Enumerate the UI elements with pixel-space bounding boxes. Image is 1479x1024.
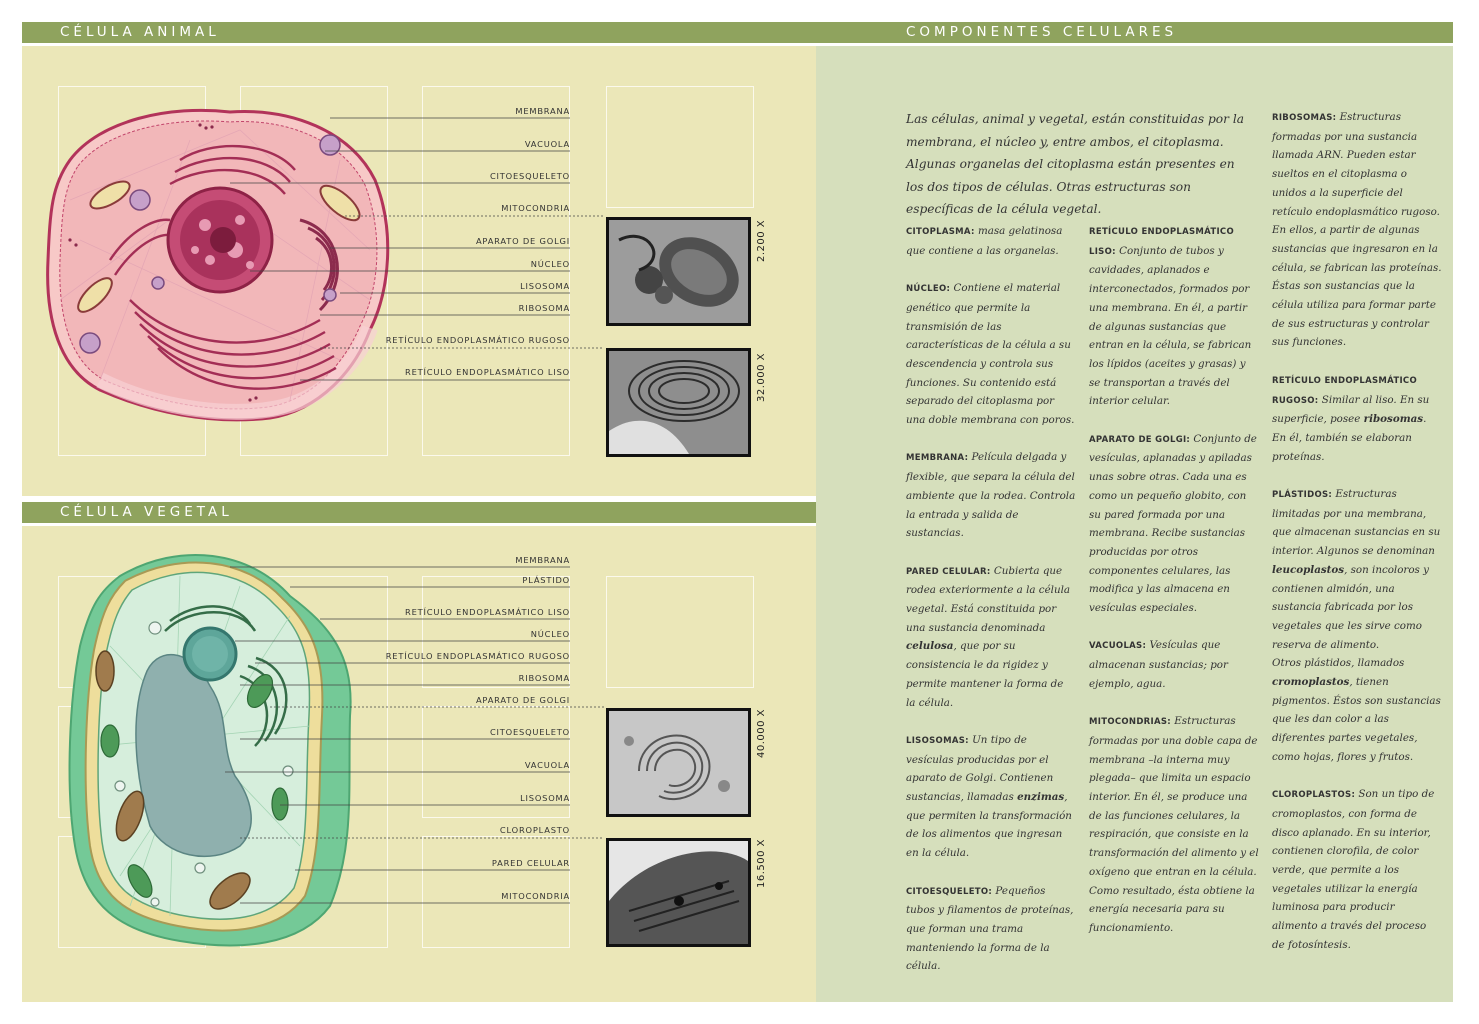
label-membrana: MEMBRANA — [515, 106, 570, 116]
label-lisosoma: LISOSOMA — [520, 793, 570, 803]
text-plastidos-c: Otros plástidos, llamados — [1272, 657, 1405, 670]
entry-pared-celular — [906, 562, 1076, 713]
label-mitocondria: MITOCONDRIA — [501, 891, 570, 901]
magnification-3: 40.000 X — [756, 708, 767, 758]
entry-mitocondrias — [1089, 712, 1259, 937]
entry-plastidos — [1272, 485, 1442, 767]
term-citoesqueleto: CITOESQUELETO: — [906, 886, 993, 897]
label-cloroplasto: CLOROPLASTO — [499, 825, 570, 835]
label-mitocondria: MITOCONDRIA — [501, 203, 570, 213]
magnification-2: 32.000 X — [756, 352, 767, 402]
text-plastidos-b: , son incoloros y contienen almidón, una sustancia fabricada por los vegetales que les sirve como reserva de alimento. — [1272, 563, 1429, 651]
text-golgi: Conjunto de vesículas, aplanadas y apiladas unas sobre otras. Cada una es como un pequeño globito, con su pared formada por una membrana. Recibe sustancias producidas por otros componentes celulares, las modifica y las almacena en vesículas especiales. — [1089, 432, 1257, 615]
text-cloroplastos: Son un tipo de cromoplastos, con forma de disco aplanado. En su interior, contienen clorofila, de color verde, que permite a los vegetales utilizar la energía luminosa para producir alimento a través del proceso de fotosíntesis. — [1272, 788, 1435, 951]
label-aparato-de-golgi: APARATO DE GOLGI — [475, 236, 570, 246]
term-golgi: APARATO DE GOLGI: — [1089, 434, 1191, 445]
text-pared-b: , que por su consistencia le da rigidez y permite mantener la forma de la célula. — [906, 640, 1064, 709]
text-plastidos-a: Estructuras limitadas por una membrana, que almacenan sustancias en su interior. Algunos se denominan — [1272, 488, 1441, 558]
label-ribosoma: RIBOSOMA — [518, 303, 570, 313]
label-lisosoma: LISOSOMA — [520, 281, 570, 291]
micrograph-chloroplast — [606, 838, 751, 947]
entry-citoesqueleto — [906, 882, 1076, 977]
magnification-4: 16.500 X — [756, 838, 767, 888]
text-rer-a: Similar al liso. En su superficie, posee — [1272, 393, 1430, 426]
entry-lisosomas — [906, 731, 1076, 863]
label-membrana: MEMBRANA — [515, 555, 570, 565]
entry-nucleo — [906, 279, 1076, 430]
text-rel: Conjunto de tubos y cavidades, aplanados e interconectados, formados por una membrana. En él, a partir de algunas sustancias que entran en la célula, se fabrican los lípidos (aceites y grasas) y se transportan a través del interior celular. — [1089, 244, 1252, 408]
text-lisosomas-b: , que permiten la transformación de los alimentos que ingresan en la célula. — [906, 791, 1072, 860]
label-plastido: PLÁSTIDO — [522, 575, 570, 585]
label-citoesqueleto: CITOESQUELETO — [489, 171, 570, 181]
entry-vacuolas — [1089, 636, 1259, 693]
text-lisosomas-a: Un tipo de vesículas producidas por el aparato de Golgi. Contienen sustancias, llamadas — [906, 733, 1054, 804]
text-citoplasma: masa gelatinosa que contiene a las organelas. — [906, 225, 1063, 257]
text-plastidos-d: , tienen pigmentos. Éstos son sustancias que les dan color a las diferentes partes vegetales, como hojas, flores y frutos. — [1272, 676, 1441, 763]
label-nucleo: NÚCLEO — [530, 259, 570, 269]
components-header-title: COMPONENTES CELULARES — [906, 24, 1178, 40]
text-plastidos-bold2: cromoplastos — [1272, 676, 1350, 689]
micrograph-golgi — [606, 708, 751, 817]
label-rel: RETÍCULO ENDOPLASMÁTICO LISO — [405, 367, 570, 377]
label-vacuola: VACUOLA — [524, 760, 570, 770]
text-vacuolas: Vesículas que almacenan sustancias; por ejemplo, agua. — [1089, 639, 1228, 690]
entry-citoplasma — [906, 222, 1076, 260]
entry-ribosomas — [1272, 108, 1442, 352]
magnification-1: 2.200 X — [756, 219, 767, 262]
term-mitocondrias: MITOCONDRIAS: — [1089, 717, 1171, 728]
text-lisosomas-bold: enzimas — [1017, 791, 1065, 804]
label-rer: RETÍCULO ENDOPLASMÁTICO RUGOSO — [385, 651, 570, 661]
text-citoesqueleto: Pequeños tubos y filamentos de proteínas, que forman una trama manteniendo la forma de la célula. — [906, 884, 1074, 973]
label-pared-celular: PARED CELULAR — [491, 858, 570, 868]
label-citoesqueleto: CITOESQUELETO — [489, 727, 570, 737]
label-rer: RETÍCULO ENDOPLASMÁTICO RUGOSO — [385, 335, 570, 345]
term-vacuolas: VACUOLAS: — [1089, 641, 1147, 652]
term-lisosomas: LISOSOMAS: — [906, 735, 969, 746]
term-plastidos: PLÁSTIDOS: — [1272, 490, 1333, 501]
term-ribosomas: RIBOSOMAS: — [1272, 113, 1337, 123]
text-plastidos-bold: leucoplastos — [1272, 563, 1345, 576]
entry-golgi — [1089, 430, 1259, 618]
term-rer: RETÍCULO ENDOPLASMÁTICO RUGOSO: — [1272, 375, 1417, 406]
text-mitocondrias: Estructuras formadas por una doble capa de membrana –la interna muy plegada– que limita un espacio interior. En él, se produce una de las funciones celulares, la respiración, que consiste en la transformación del alimento y el oxígeno que entran en la célula. Como resultado, ésta obtiene la energía necesaria para su funcionamiento. — [1089, 715, 1259, 934]
entry-membrana — [906, 448, 1076, 543]
column-3 — [1272, 108, 1442, 973]
label-rel: RETÍCULO ENDOPLASMÁTICO LISO — [405, 607, 570, 617]
term-citoplasma: CITOPLASMA: — [906, 227, 975, 237]
column-1 — [906, 222, 1076, 995]
term-cloroplastos: CLOROPLASTOS: — [1272, 790, 1356, 801]
text-nucleo: Contiene el material genético que permite la transmisión de las características de la célula a su descendencia y controla sus funciones. Su contenido está separado del citoplasma por una doble membrana con poros. — [906, 282, 1075, 427]
term-membrana: MEMBRANA: — [906, 453, 969, 464]
intro-paragraph: Las células, animal y vegetal, están constituidas por la membrana, el núcleo y, entre ambos, el citoplasma. Algunas organelas del citoplasma están presentes en los dos tipos de células. Otras estructuras son específicas de la célula vegetal. — [906, 112, 1244, 216]
entry-cloroplastos — [1272, 785, 1442, 954]
label-ribosoma: RIBOSOMA — [518, 673, 570, 683]
label-aparato-de-golgi: APARATO DE GOLGI — [475, 695, 570, 705]
term-rel: RETÍCULO ENDOPLASMÁTICO LISO: — [1089, 227, 1234, 257]
term-nucleo: NÚCLEO: — [906, 284, 951, 295]
term-pared-celular: PARED CELULAR: — [906, 566, 991, 577]
label-nucleo: NÚCLEO — [530, 629, 570, 639]
text-pared-a: Cubierta que rodea exteriormente a la célula vegetal. Está constituida por una sustancia denominada — [906, 564, 1071, 634]
animal-header-title: CÉLULA ANIMAL — [60, 24, 220, 40]
text-pared-bold: celulosa — [906, 640, 954, 653]
vegetal-header-title: CÉLULA VEGETAL — [60, 504, 233, 520]
text-rer-b: . En él, también se elaboran proteínas. — [1272, 413, 1427, 463]
text-rer-bold: ribosomas — [1363, 413, 1424, 426]
entry-rel — [1089, 222, 1259, 411]
text-ribosomas: Estructuras formadas por una sustancia llamada ARN. Pueden estar sueltos en el citoplasma o unidos a la superficie del retículo endoplasmático rugoso. En ellos, a partir de algunas sustancias que ingresaron en la célula, se fabrican las proteínas. Éstas son sustancias que la célula utiliza para formar parte de sus estructuras y controlar sus funciones. — [1272, 111, 1442, 349]
text-membrana: Película delgada y flexible, que separa la célula del ambiente que la rodea. Controla la entrada y salida de sustancias. — [906, 451, 1076, 540]
entry-rer — [1272, 371, 1442, 467]
components-header — [816, 22, 1453, 43]
column-2 — [1089, 222, 1259, 956]
label-vacuola: VACUOLA — [524, 139, 570, 149]
